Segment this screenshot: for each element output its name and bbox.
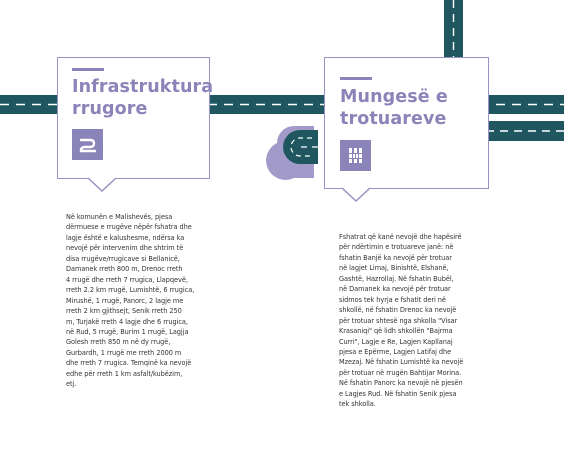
text-line: dërmuese e rrugëve nëpër fshatra dhe: [66, 222, 192, 232]
text-line: Curri", Lagje e Re, Lagjen Kapllanaj: [339, 336, 453, 346]
text-line: në lagjet Limaj, Binishtë, Elshanë,: [339, 263, 449, 273]
text-line: 4 rrugë dhe rreth 7 rrugica, Llapqevë,: [66, 274, 188, 284]
text-line: Mzezaj. Në fshatin Lumishtë ka nevojë: [339, 357, 464, 367]
text-line: rreth 2.2 km rrugë, Lumishtë, 6 rrugica,: [66, 285, 195, 295]
title-accent-bar: [340, 77, 372, 80]
title-line: rrugore: [72, 99, 148, 119]
text-line: Në komunën e Malishevës, pjesa: [66, 212, 173, 221]
text-line: në Damanek ka nevojë për trotuar: [339, 284, 451, 294]
title-accent-bar: [72, 68, 104, 71]
text-line: Krasaniqi" që lidh shkollën "Bajrma: [339, 326, 453, 336]
text-line: dhe rreth 7 rrugica. Temqinë ka nevojë: [66, 358, 192, 368]
text-line: Golesh rreth 850 m në dy rrugë,: [66, 337, 171, 347]
text-line: sidmos tek hyrja e fshatit deri në: [339, 294, 446, 304]
text-line: për ndërtimin e trotuareve janë: në: [339, 242, 454, 252]
sidewalks-callout: [324, 57, 489, 189]
callout-pointer: [88, 177, 116, 193]
text-line: Mirushë, 1 rrugë, Panorc, 2 lagje me: [66, 295, 184, 305]
text-line: etj.: [66, 379, 77, 389]
text-line: për trotuar shtesë nga shkolla "Visar: [339, 315, 458, 325]
infrastructure-title: [72, 76, 213, 120]
text-line: fshatin Banjë ka nevojë për trotuar: [339, 252, 452, 262]
infrastructure-callout: [57, 57, 214, 179]
text-line: rreth 2 km gjithsejt, Senik rreth 250: [66, 306, 182, 316]
text-line: nevojë për intervenim dhe shtrim të: [66, 243, 184, 253]
wall-bricks-icon: [340, 140, 371, 171]
text-line: në Rud, 5 rrugë, Burim 1 rrugë, Lagjja: [66, 326, 189, 336]
text-line: Gashtë, Hazrollaj. Në fshatin Bubël,: [339, 273, 454, 283]
road-sign-icon: [72, 129, 103, 160]
text-line: pjesa e Epërme, Lagjen Latifaj dhe: [339, 346, 452, 356]
title-line: Mungesë e: [340, 87, 448, 107]
text-line: lagje është e kalushesme, ndërsa ka: [66, 232, 185, 242]
infrastructure-description: [66, 212, 216, 390]
text-line: tek shkolla.: [339, 399, 376, 409]
sidewalks-description: [339, 232, 499, 410]
callout-pointer: [342, 187, 370, 203]
text-line: për trotuar në rrugën Bahtijar Morina.: [339, 367, 462, 377]
right-road: [486, 121, 564, 141]
sidewalks-title: [340, 86, 448, 130]
text-line: shkollë, në fshatin Drenoc ka nevojë: [339, 305, 457, 315]
text-line: disa rrugëve/rrugicave si Bellanicë,: [66, 253, 180, 263]
title-line: Infrastruktura: [72, 77, 214, 97]
title-line: trotuareve: [340, 109, 447, 129]
text-line: Fshatrat që kanë nevojë dhe hapësirë: [339, 232, 462, 241]
text-line: Gurbardh, 1 rrugë me rreth 2000 m: [66, 347, 182, 357]
text-line: edhe për rreth 1 km asfalt/kubëzim,: [66, 368, 183, 378]
text-line: Në fshatin Panorc ka nevojë në pjesën: [339, 378, 463, 388]
text-line: Damanek rreth 800 m, Drenoc rreth: [66, 264, 183, 274]
curved-road: [266, 126, 318, 180]
text-line: e Lagjes Rud. Në fshatin Senik pjesa: [339, 388, 457, 398]
text-line: m, Turjakë rreth 4 lagje dhe 6 rrugica,: [66, 316, 188, 326]
